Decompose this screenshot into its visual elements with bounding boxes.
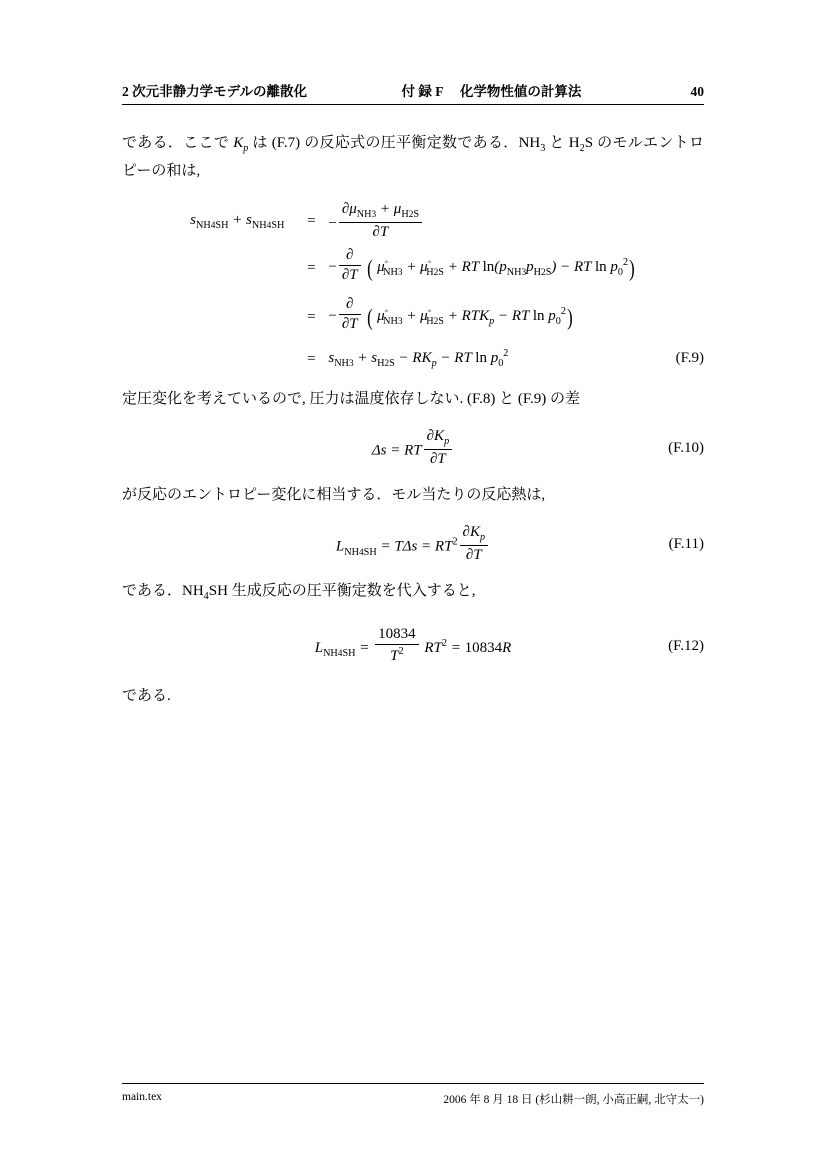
paragraph-1 (122, 130, 704, 184)
equation-f10-block (122, 428, 704, 468)
equation-tag-f11: (F.11) (668, 535, 704, 552)
f12-result: 10834 (464, 639, 503, 656)
page-footer (122, 1091, 704, 1107)
paragraph-3: が反応のエントロピー変化に相当する．モル当たりの反応熱は, (122, 486, 546, 503)
paragraph-4 (122, 578, 704, 606)
equation-f11: $L_{NH4SH} = T\Delta s = RT^2$ $\frac{\partial K_p}{\partial T}$ (336, 524, 490, 564)
para1-text-c: と H (545, 135, 580, 151)
equation-f9-block (122, 198, 704, 375)
equation-f11-block (122, 524, 704, 564)
para1-text-a: である．ここで (122, 135, 234, 151)
para4-text-a: である．NH (122, 583, 204, 600)
equation-f9-lhs: $s_{NH4SH} + s_{NH4SH}$ (190, 212, 285, 232)
equation-tag-f10: (F.10) (668, 439, 704, 456)
document-body (122, 130, 704, 714)
nh4-subscript: 4 (203, 591, 209, 603)
equation-f12: $L_{NH4SH}$ = $\frac{10834}{T^2}$ $RT^2 = 10834R$ (314, 625, 512, 665)
equation-f9-rel-4: = (307, 350, 316, 367)
para4-text-b: SH 生成反応の圧平衡定数を代入すると, (208, 583, 476, 600)
equation-f12-block (122, 626, 704, 666)
h2s-subscript: 2 (579, 143, 585, 154)
running-head-left: 2 次元非静力学モデルの離散化 (122, 84, 307, 99)
equation-tag-f12: (F.12) (668, 637, 704, 654)
equation-f9-rel-1: = (307, 212, 316, 229)
running-head (122, 80, 704, 100)
footer-rule (122, 1083, 704, 1084)
equation-f9-rel-2: = (307, 260, 316, 277)
equation-tag-f9: (F.9) (675, 350, 704, 367)
equation-f9-rhs-1: − $\frac{\partial\mu_{NH3} + \mu_{H2S}}{\partial T}$ (328, 198, 636, 244)
footer-date-authors: 2006 年 8 月 18 日 (杉山耕一朗, 小高正嗣, 北守太一) (443, 1094, 704, 1106)
equation-f9 (190, 198, 636, 375)
para1-text-d: S のモルエントロピーの和は, (122, 135, 704, 179)
f12-numerator: 10834 (378, 625, 416, 642)
equation-f9-row-3 (190, 293, 636, 342)
footer-filename: main.tex (122, 1091, 162, 1103)
equation-f9-rhs-2: − $\frac{\partial}{\partial T}$ ( $\mu^◦_{NH3} + \mu^◦_{H2S}$ + RT $\ln(p_{NH3}p_{H2S})$ − RT $\ln p_0^2$) (328, 247, 635, 284)
equation-f9-row-1 (190, 198, 636, 244)
equation-f9-rhs-4: $s_{NH3} + s_{H2S} - RK_p$ − RT $\ln p_0^2$ (328, 347, 509, 369)
para1-text-b: は (F.7) の反応式の圧平衡定数である．NH (248, 135, 541, 151)
paragraph-2: 定圧変化を考えているので, 圧力は温度依存しない. (F.8) と (F.9) の差 (122, 390, 581, 407)
equation-f9-row-4 (190, 342, 636, 376)
equation-f9-rel-3: = (307, 309, 316, 326)
running-head-middle: 付 録 F 化学物性値の計算法 (401, 84, 582, 99)
page-number: 40 (690, 84, 704, 99)
symbol-kp: $K_p$ (233, 135, 249, 154)
header-rule (122, 104, 704, 105)
equation-f9-row-2 (190, 244, 636, 293)
equation-f9-rhs-3: − $\frac{\partial}{\partial T}$ ( $\mu^◦_{NH3} + \mu^◦_{H2S} + RTK_p$ − RT $\ln p_0^2$) (328, 295, 573, 333)
nh3-subscript: 3 (540, 143, 546, 154)
equation-f10: Δs = RT $\frac{\partial K_p}{\partial T}$ (372, 428, 454, 468)
paragraph-5: である. (122, 688, 171, 705)
